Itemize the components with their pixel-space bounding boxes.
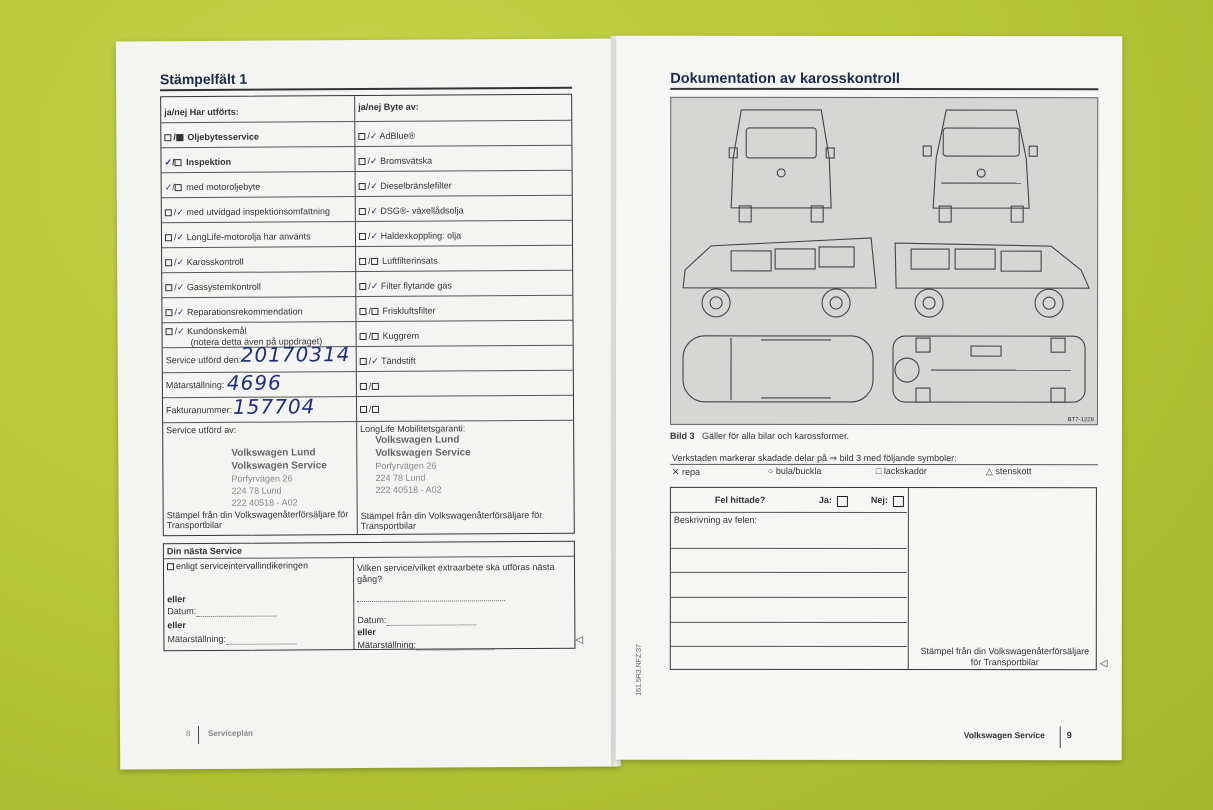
next-odo-right[interactable]: Mätarställning: xyxy=(357,639,494,651)
desc-line[interactable] xyxy=(671,548,907,549)
item-body-check[interactable]: /✓ Karosskontroll xyxy=(165,257,244,268)
footer-page-number: 8 xyxy=(185,729,191,739)
longlife-label: LongLife Mobilitetsgaranti: xyxy=(360,423,466,435)
item-timing-belt[interactable]: / Kuggrem xyxy=(360,331,420,341)
found-label: Fel hittade? xyxy=(714,494,766,505)
next-date-right[interactable]: Datum: xyxy=(357,614,476,626)
invoice-value[interactable]: 157704 xyxy=(232,394,316,419)
or-label-3: eller xyxy=(357,626,376,638)
item-customer-note: (notera detta även på uppdraget) xyxy=(190,336,323,348)
or-label-2: eller xyxy=(167,620,186,631)
desc-line[interactable] xyxy=(671,597,907,598)
desc-line[interactable] xyxy=(671,646,907,647)
item-customer-wishes[interactable]: /✓ Kundönskemål xyxy=(166,326,247,337)
item-gas-check[interactable]: /✓ Gassystemkontroll xyxy=(165,282,261,294)
or-label-1: eller xyxy=(167,594,186,605)
next-service-table xyxy=(163,541,576,652)
caption-label: Bild 3 xyxy=(669,430,695,441)
page-title: Dokumentation av karosskontroll xyxy=(670,70,900,88)
col2-header: ja/nej Byte av: xyxy=(358,101,419,113)
service-date-label: Service utförd den: xyxy=(165,354,242,366)
symbol-dent: ○ bula/buckla xyxy=(767,465,822,476)
item-extended-inspection[interactable]: /✓ med utvidgad inspektionsomfattning xyxy=(165,206,330,218)
odometer-value[interactable]: 4696 xyxy=(226,370,282,395)
desc-line[interactable] xyxy=(671,572,907,573)
stamp-caption-left: Stämpel från din Volkswagenåterförsäljare för Transportbilar xyxy=(166,509,349,531)
instruction-text: Verkstaden markerar skadade delar på ⇒ bild 3 med följande symboler: xyxy=(671,452,957,464)
item-air-filter[interactable]: / Luftfilterinsats xyxy=(359,256,438,266)
next-service-title: Din nästa Service xyxy=(166,545,242,557)
dealer-stamp-left: Volkswagen Lund Volkswagen Service Porfyrvägen 26 224 78 Lund 222 40518 - A02 xyxy=(231,447,327,508)
title-rule xyxy=(670,88,1098,90)
item-cabin-filter[interactable]: / Friskluftsfilter xyxy=(359,306,435,316)
circle-icon: ○ xyxy=(767,465,774,476)
item-oil-service[interactable]: / Oljebytesservice xyxy=(164,132,259,143)
next-service-question: Vilken service/vilket extraarbete ska utföras nästa gång? xyxy=(356,561,555,585)
next-service-option[interactable]: enligt serviceintervallindikeringen xyxy=(167,560,308,571)
symbol-scratch: ✕ repa xyxy=(671,466,701,477)
triangle-marker-icon: ◁ xyxy=(1099,658,1108,670)
left-page xyxy=(116,38,618,769)
caption-text: Gäller för alla bilar och karossformer. xyxy=(701,430,850,441)
item-empty-1[interactable]: / xyxy=(360,381,381,391)
item-dsg-oil[interactable]: /✓ DSG®- växellådsolja xyxy=(359,205,464,217)
stamp-caption-right: Stämpel från din Volkswagenåterförsäljare för Transportbilar xyxy=(360,509,543,532)
item-gas-filter[interactable]: /✓ Filter flytande gas xyxy=(359,280,452,292)
item-longlife-oil[interactable]: /✓ LongLife-motorolja har använts xyxy=(165,231,311,243)
item-inspection[interactable]: ✓/ Inspektion xyxy=(164,156,232,168)
stamp-caption: Stämpel från din Volkswagenåterförsäljare för Transportbilar xyxy=(920,646,1090,668)
item-spark-plugs[interactable]: /✓ Tändstift xyxy=(360,356,416,367)
item-diesel-filter[interactable]: /✓ Dieselbränslefilter xyxy=(359,180,452,192)
title-rule xyxy=(160,87,572,92)
item-empty-2[interactable]: / xyxy=(360,404,381,414)
desc-line[interactable] xyxy=(671,622,907,623)
invoice-label: Fakturanummer: xyxy=(166,404,233,416)
description-label: Beskrivning av felen: xyxy=(673,514,757,525)
van-outline-drawing xyxy=(671,98,1099,426)
dealer-stamp-right: Volkswagen Lund Volkswagen Service Porfyrvägen 26 224 78 Lund 222 40518 - A02 xyxy=(375,434,471,495)
next-answer-line[interactable] xyxy=(357,590,507,602)
odometer-label: Mätarställning: xyxy=(165,379,225,391)
figure-code: BT7-1228 xyxy=(1067,417,1094,424)
right-page xyxy=(616,36,1123,760)
square-icon: □ xyxy=(875,466,882,477)
no-checkbox[interactable] xyxy=(893,496,904,507)
item-repair-recommendation[interactable]: /✓ Reparationsrekommendation xyxy=(165,306,302,318)
no-label: Nej: xyxy=(870,495,888,506)
x-mark-icon: ✕ xyxy=(671,466,680,477)
page-title: Stämpelfält 1 xyxy=(159,70,248,88)
yes-label: Ja: xyxy=(818,494,832,505)
footer-title: Serviceplan xyxy=(207,728,253,738)
side-code: 161.5R3.NFZ.37 xyxy=(635,644,643,696)
item-haldex-oil[interactable]: /✓ Haldexkoppling: olja xyxy=(359,230,461,242)
col1-header: ja/nej Har utförts: xyxy=(164,106,239,118)
vehicle-diagram[interactable] xyxy=(670,97,1098,425)
item-adblue[interactable]: /✓ AdBlue® xyxy=(358,131,415,142)
triangle-icon: △ xyxy=(985,466,993,477)
service-table xyxy=(160,94,575,537)
service-date-value[interactable]: 20170314 xyxy=(240,342,351,367)
fault-table xyxy=(670,487,1097,670)
footer-brand: Volkswagen Service xyxy=(963,730,1045,741)
service-by-label: Service utförd av: xyxy=(166,424,237,436)
item-brake-fluid[interactable]: /✓ Bromsvätska xyxy=(358,156,432,167)
next-date-left[interactable]: Datum: xyxy=(167,606,276,618)
symbol-paint: □ lackskador xyxy=(875,466,927,477)
symbol-stone: △ stenskott xyxy=(985,466,1032,477)
triangle-marker-icon: ◁ xyxy=(575,634,584,646)
item-oil-change[interactable]: ✓/ med motoroljebyte xyxy=(164,181,261,193)
next-odo-left[interactable]: Mätarställning: xyxy=(167,633,296,645)
yes-checkbox[interactable] xyxy=(837,496,848,507)
footer-page-number: 9 xyxy=(1066,730,1072,741)
